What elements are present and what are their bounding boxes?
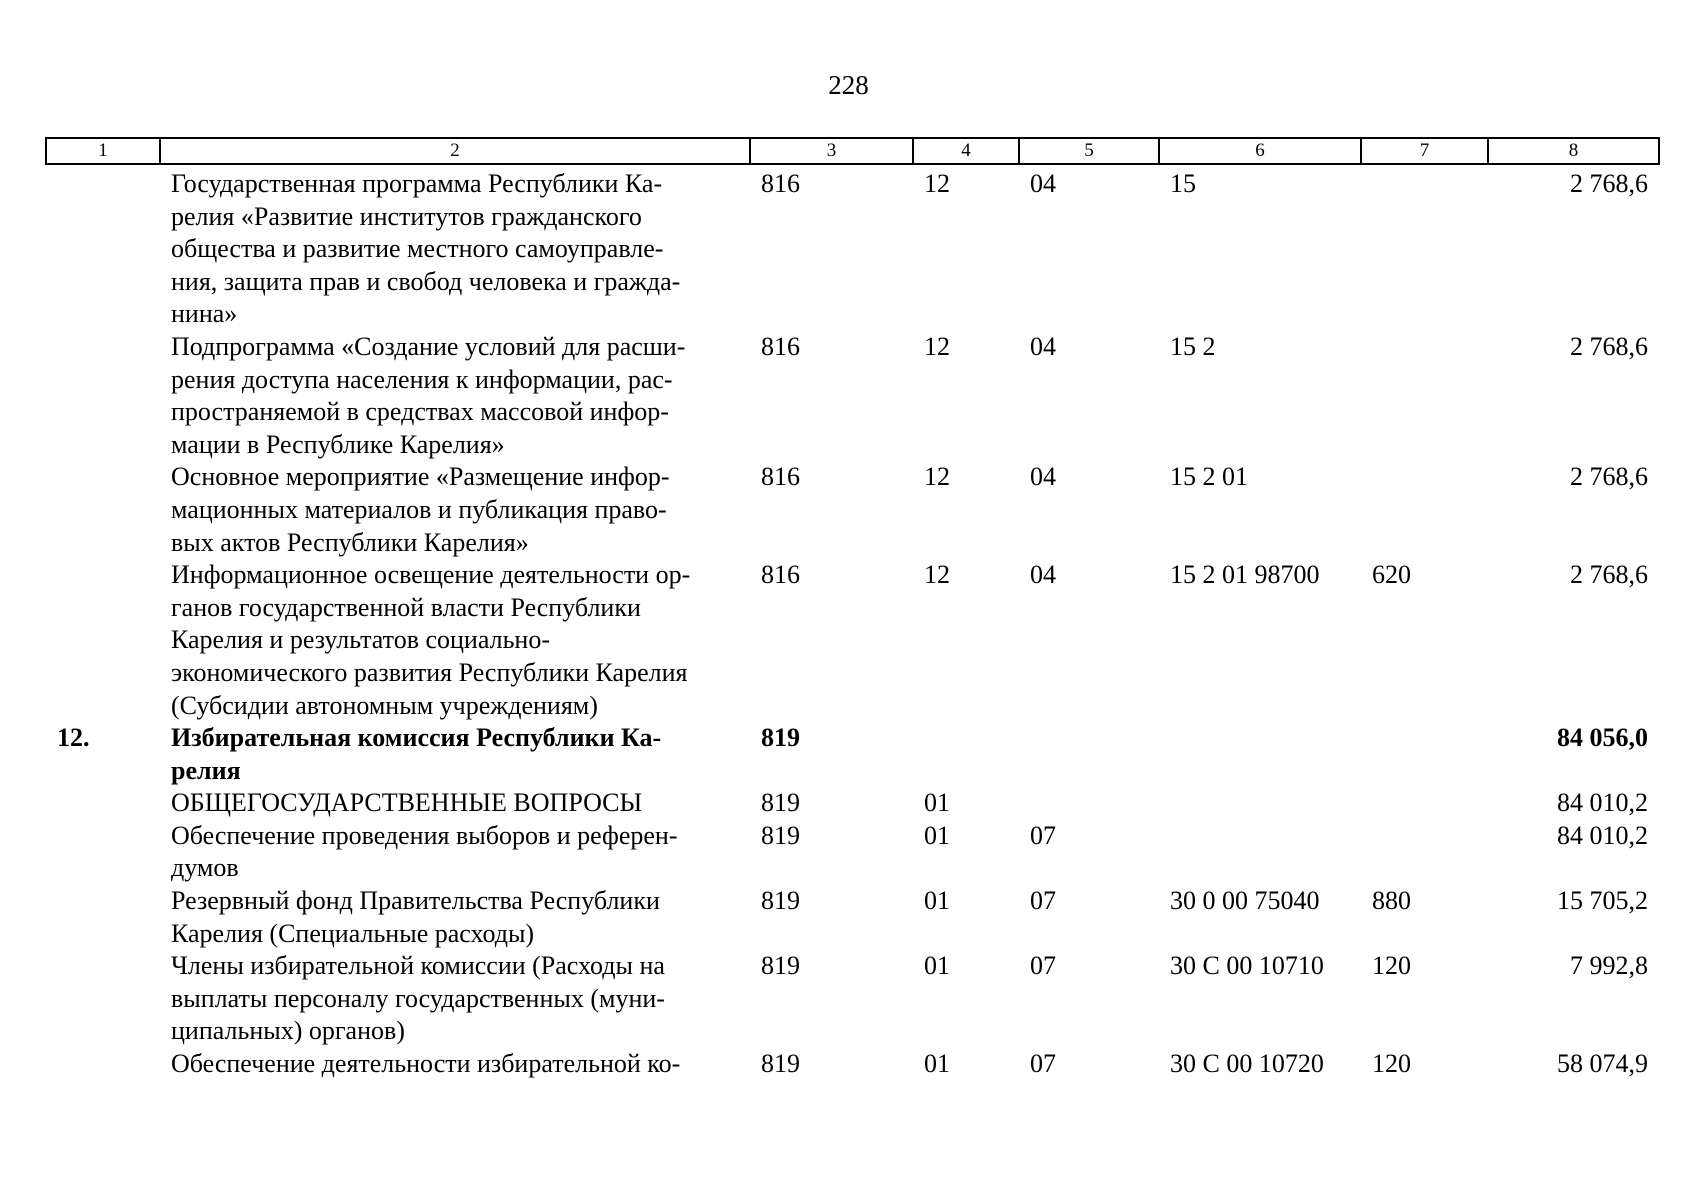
amount: 84 010,2: [1557, 820, 1648, 850]
row-name: [160, 787, 750, 820]
row-name-line: Карелия и результатов социально-: [171, 625, 551, 655]
table-row: [46, 164, 1659, 331]
row-name-line: вых актов Республики Карелия»: [171, 527, 529, 557]
table-row: [46, 331, 1659, 461]
table-row: [46, 950, 1659, 1048]
amount: 84 056,0: [1557, 723, 1648, 753]
target-article-code: 15 2: [1170, 331, 1216, 361]
amount: 2 768,6: [1570, 462, 1648, 492]
row-name-line: ганов государственной власти Республики: [171, 592, 641, 622]
column-header-4: 4: [913, 138, 1019, 164]
column-header-2: 2: [160, 138, 750, 164]
amount: 15 705,2: [1557, 886, 1648, 916]
row-number: [46, 559, 160, 722]
target-article-code: 15 2 01 98700: [1170, 560, 1320, 590]
row-name-line: ния, защита прав и свобод человека и гражда-: [171, 266, 681, 296]
row-number: [46, 820, 160, 885]
row-name-line: думов: [171, 853, 239, 883]
subsection-code: 04: [1030, 462, 1056, 492]
row-name: [160, 820, 750, 885]
row-number: [46, 885, 160, 950]
row-name-line: Подпрограмма «Создание условий для расши-: [171, 331, 686, 361]
target-article-code: 30 0 00 75040: [1170, 886, 1320, 916]
grbs-code: 816: [761, 462, 800, 492]
row-name: [160, 164, 750, 331]
row-name-line: выплаты персоналу государственных (муни-: [171, 983, 665, 1013]
row-number: [46, 164, 160, 331]
grbs-code: 819: [761, 1049, 800, 1079]
expense-type-code: [1361, 820, 1488, 885]
expense-type-code: [1361, 461, 1488, 559]
amount: 2 768,6: [1570, 560, 1648, 590]
row-name-line: мации в Республике Карелия»: [171, 429, 505, 459]
section-code: 12: [924, 462, 950, 492]
table-row: [46, 1048, 1659, 1081]
subsection-code: [1019, 722, 1159, 787]
grbs-code: 816: [761, 560, 800, 590]
row-name-line: Государственная программа Республики Ка-: [171, 169, 663, 198]
subsection-code: 04: [1030, 560, 1056, 590]
subsection-code: 07: [1030, 1049, 1056, 1079]
grbs-code: 819: [761, 788, 800, 818]
amount: 84 010,2: [1557, 788, 1648, 818]
row-name-line: Резервный фонд Правительства Республики: [171, 886, 660, 916]
row-number: 12.: [57, 723, 90, 753]
column-header-8: 8: [1488, 138, 1659, 164]
row-name-line: Обеспечение деятельности избирательной ко-: [171, 1049, 681, 1079]
target-article-code: 30 С 00 10710: [1170, 951, 1324, 981]
column-header-7: 7: [1361, 138, 1488, 164]
section-code: 01: [924, 788, 950, 818]
row-name-line: общества и развитие местного самоуправле-: [171, 234, 664, 264]
expense-type-code: [1361, 164, 1488, 331]
row-name-line: нина»: [171, 299, 238, 329]
table-body: [46, 164, 1659, 1081]
budget-table: [45, 137, 1660, 1081]
section-code: 12: [924, 331, 950, 361]
table-row: [46, 787, 1659, 820]
row-name-line: релия: [171, 755, 241, 785]
section-code: 01: [924, 1049, 950, 1079]
table-row: [46, 885, 1659, 950]
row-name-line: (Субсидии автономным учреждениям): [171, 690, 598, 720]
row-name: [160, 950, 750, 1048]
row-name-line: Информационное освещение деятельности ор-: [171, 560, 691, 590]
section-code: 01: [924, 951, 950, 981]
subsection-code: 07: [1030, 886, 1056, 916]
expense-type-code: [1361, 722, 1488, 787]
row-number: [46, 461, 160, 559]
grbs-code: 819: [761, 951, 800, 981]
expense-type-code: 120: [1372, 951, 1411, 981]
table-row: [46, 722, 1659, 787]
row-name-line: ципальных) органов): [171, 1016, 405, 1046]
row-name: [160, 559, 750, 722]
target-article-code: 15 2 01: [1170, 462, 1248, 492]
row-number: [46, 1048, 160, 1081]
row-name: [160, 461, 750, 559]
table-row: [46, 820, 1659, 885]
subsection-code: 04: [1030, 169, 1056, 198]
amount: 7 992,8: [1570, 951, 1648, 981]
amount: 2 768,6: [1570, 169, 1648, 198]
column-header-1: 1: [46, 138, 160, 164]
grbs-code: 816: [761, 331, 800, 361]
subsection-code: [1019, 787, 1159, 820]
row-name: [160, 1048, 750, 1081]
expense-type-code: 120: [1372, 1049, 1411, 1079]
row-name-line: Члены избирательной комиссии (Расходы на: [171, 951, 665, 981]
amount: 58 074,9: [1557, 1049, 1648, 1079]
row-name-line: пространяемой в средствах массовой инфор-: [171, 397, 669, 427]
section-code: 12: [924, 169, 950, 198]
target-article-code: 30 С 00 10720: [1170, 1049, 1324, 1079]
grbs-code: 819: [761, 886, 800, 916]
column-header-5: 5: [1019, 138, 1159, 164]
row-name-line: Обеспечение проведения выборов и референ-: [171, 820, 678, 850]
expense-type-code: [1361, 787, 1488, 820]
row-name-line: релия «Развитие институтов гражданского: [171, 201, 642, 231]
table-row: [46, 461, 1659, 559]
row-name-line: экономического развития Республики Карелия: [171, 657, 688, 687]
row-number: [46, 950, 160, 1048]
subsection-code: 07: [1030, 820, 1056, 850]
row-name: [160, 331, 750, 461]
row-name-line: мационных материалов и публикация право-: [171, 494, 667, 524]
expense-type-code: 880: [1372, 886, 1411, 916]
section-code: [913, 722, 1019, 787]
row-name-line: Карелия (Специальные расходы): [171, 918, 535, 948]
section-code: 12: [924, 560, 950, 590]
row-name-line: ОБЩЕГОСУДАРСТВЕННЫЕ ВОПРОСЫ: [171, 788, 643, 818]
target-article-code: 15: [1170, 169, 1196, 198]
column-header-6: 6: [1159, 138, 1361, 164]
subsection-code: 04: [1030, 331, 1056, 361]
column-header-3: 3: [750, 138, 913, 164]
grbs-code: 819: [761, 723, 800, 753]
grbs-code: 816: [761, 169, 800, 198]
target-article-code: [1159, 787, 1361, 820]
target-article-code: [1159, 820, 1361, 885]
section-code: 01: [924, 820, 950, 850]
section-code: 01: [924, 886, 950, 916]
expense-type-code: [1361, 331, 1488, 461]
row-name: [160, 722, 750, 787]
target-article-code: [1159, 722, 1361, 787]
amount: 2 768,6: [1570, 331, 1648, 361]
row-name: [160, 885, 750, 950]
row-number: [46, 331, 160, 461]
column-number-header-row: [46, 138, 1659, 164]
row-name-line: Основное мероприятие «Размещение инфор-: [171, 462, 670, 492]
row-name-line: Избирательная комиссия Республики Ка-: [171, 723, 662, 753]
subsection-code: 07: [1030, 951, 1056, 981]
expense-type-code: 620: [1372, 560, 1411, 590]
table-row: [46, 559, 1659, 722]
grbs-code: 819: [761, 820, 800, 850]
page-number: 228: [828, 70, 869, 100]
row-number: [46, 787, 160, 820]
row-name-line: рения доступа населения к информации, рас-: [171, 364, 673, 394]
